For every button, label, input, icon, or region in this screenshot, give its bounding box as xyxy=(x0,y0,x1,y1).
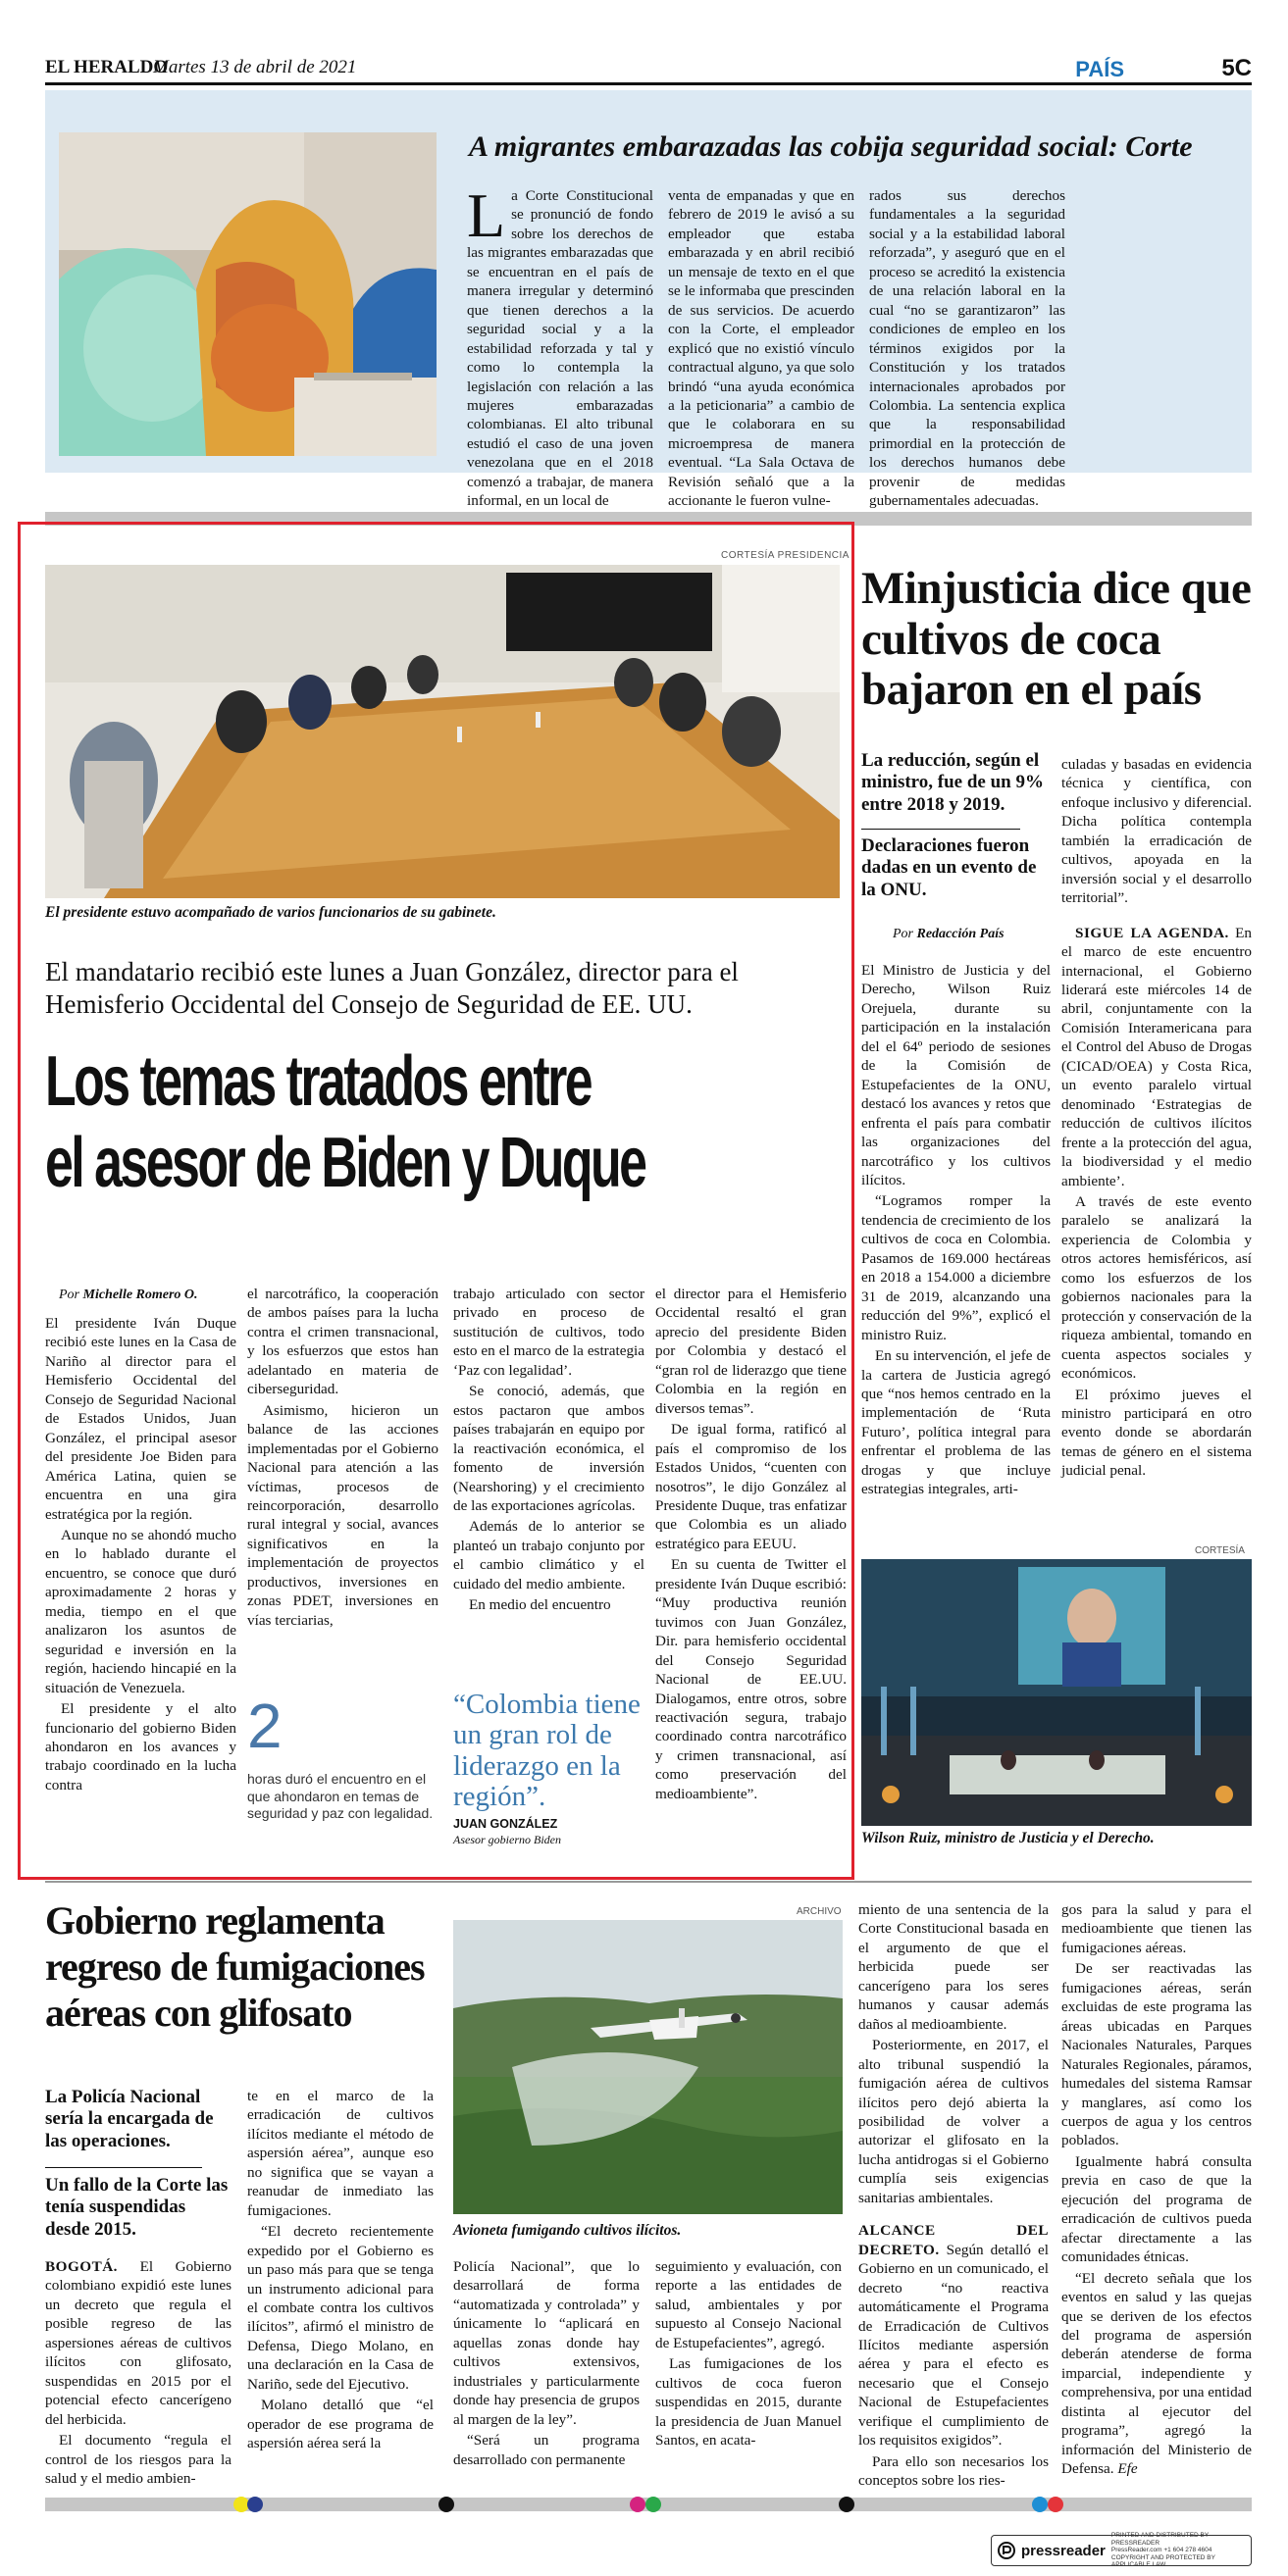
lead-in: SIGUE LA AGENDA. xyxy=(1075,924,1229,941)
fact-number: 2 xyxy=(247,1691,283,1761)
registration-dot xyxy=(645,2497,661,2512)
registration-dot xyxy=(1032,2497,1048,2512)
bottom-article-col-3: Policía Nacional”, que lo desarrollará de forma “automatizada y controlada” y únicamente lo “aplicará en aquellas zonas donde hay cultivos extensivos, industriales y particularmente donde hay presencia de grupos al margen de la ley”. “Será un programa desarrollado con permanente xyxy=(453,2258,640,2468)
top-article-headline: A migrantes embarazadas las cobija seguridad social: Corte xyxy=(469,130,1193,163)
minister-event-photo xyxy=(861,1559,1252,1826)
side-article-headline: Minjusticia dice que cultivos de coca bajaron en el país xyxy=(861,563,1252,716)
bottom-summary-2: Un fallo de la Corte las tenía suspendidas desde 2015. xyxy=(45,2175,229,2240)
top-article-col-3: rados sus derechos fundamentales a la seguridad social y a la estabilidad laboral reforzada”, y aseguró que en el proceso se acreditó la existencia de una relación laboral en la cual “no se garantizaron” las condiciones de empleo en los términos exigidos por la Constitución y los tratados internacionales aprobados por Colombia. La sentencia explica que la responsabilidad primordial en la protección de los derechos humanos debe provenir de medidas gubernamentales adecuadas. xyxy=(869,187,1065,510)
bottom-article-col-1: BOGOTÁ. El Gobierno colombiano expidió este lunes un decreto que regula el posible regreso de las aspersiones aéreas de cultivos ilícitos con glifosato, suspendidas en 2015 por el potencial efecto cancerígeno del herbicida. El documento “regula el control de los riesgos para la salud y el medio ambien- xyxy=(45,2258,232,2487)
dateline: BOGOTÁ. xyxy=(45,2258,118,2275)
top-article-col-1: La Corte Constitucional se pronunció de fondo sobre los derechos de las migrantes embarazadas que se encuentran en el país de manera irregular y determinó que tienen derechos a la seguridad social y a la estabilidad reforzada y tal y como lo contempla la legislación con relación a las mujeres embarazadas colombianas. El alto tribunal estudió el caso de una joven venezolana que en el 2018 comenzó a trabajar, de manera informal, en un local de xyxy=(467,180,653,510)
side-article-byline: Por Redacción País xyxy=(893,927,1005,941)
paper-name: EL HERALDO xyxy=(45,57,169,77)
main-article-headline xyxy=(45,1041,844,1204)
bottom-article-col-2: te en el marco de la erradicación de cultivos ilícitos mediante el método de aspersión aérea”, aunque eso no significa que se vayan a reanudar de inmediato las fumigaciones. “El decreto recientemente expedido por el Gobierno es un paso más para que se tenga un instrumento adicional para el combate contra los cultivos ilícitos”, afirmó el ministro de Defensa, Diego Molano, en una declaración en la Casa de Nariño, sede del Ejecutivo. Molano detalló que “el operador de ese programa de aspersión aérea será la xyxy=(247,2088,434,2452)
pressreader-copyright: PRINTED AND DISTRIBUTED BY PRESSREADER PressReader.com +1 604 278 4604 COPYRIGHT AND PROTECTED BY APPLICABLE LAW xyxy=(1110,2532,1215,2569)
section-name: PAÍS xyxy=(1075,57,1124,81)
main-article-col-4: el director para el Hemisferio Occidental resaltó el gran aprecio del presidente Biden por Colombia y destacó el “gran rol de liderazgo que tiene Colombia en la región en diversos temas”. De igual forma, ratificó al país el compromiso de los Estados Unidos, “cuenten con nosotros”, le dijo González al Presidente Duque, tras enfatizar que Colombia es un aliado estratégico para EEUU. En su cuenta de Twitter el presidente Iván Duque escribió: “Muy productiva reunión tuvimos con Juan González, Dir. para hemisferio occidental del Consejo Seguridad Nacional de EE.UU. Dialogamos, entre otros, sobre reactivación segura, trabajo coordinado contra narcotráfico y crimen transnacional, así como preservación del medioambiente”. xyxy=(655,1286,847,1802)
top-article-col-2: venta de empanadas y que en febrero de 2019 le avisó a su empleador que estaba embarazada y en abril recibió un mensaje de texto en el que se le informaba que prescinden de sus servicios. De acuerdo con la Corte, el empleador explicó que no existió vínculo contractual alguno, ya que solo brindó “una ayuda económica a la peticionaria” a cambio de que le colaborara en su microempresa de manera eventual. “La Sala Octava de Revisión señaló que a la accionante le fueron vulne- xyxy=(668,187,854,510)
main-photo-caption: El presidente estuvo acompañado de varios funcionarios de su gabinete. xyxy=(45,904,496,921)
main-article-col-2: el narcotráfico, la cooperación de ambos países para la lucha contra el crimen transnacional, y los esfuerzos que estos han adelantado en materia de ciberseguridad. Asimismo, hicieron un balance de las acciones implementadas por el Gobierno Nacional para atención a las víctimas, procesos de reincorporación, desarrollo rural integral y social, avances significativos en la implementación de proyectos productivos, inversiones en zonas PDET, inversiones en vías terciarias, xyxy=(247,1286,438,1629)
bottom-summary-rule xyxy=(45,2167,202,2168)
main-article-col-3: trabajo articulado con sector privado en proceso de sustitución de cultivos, todo esto en el marco de la estrategia ‘Paz con legalidad’. Se conoció, además, que estos pactaron que ambos países trabajarán en equipo por la reactivación económica, el fomento de inversión (Nearshoring) y el crecimiento de las exportaciones agrícolas. Además de lo anterior se planteó un trabajo conjunto por el cambio climático y el cuidado del medio ambiente. En medio del encuentro xyxy=(453,1286,644,1614)
pressreader-logo xyxy=(991,2532,1252,2569)
bottom-photo-caption: Avioneta fumigando cultivos ilícitos. xyxy=(453,2222,682,2239)
pull-quote-role: Asesor gobierno Biden xyxy=(453,1833,561,1846)
registration-dot xyxy=(247,2497,263,2512)
masthead xyxy=(45,18,1252,81)
registration-dot xyxy=(438,2497,454,2512)
bottom-section-rule xyxy=(45,1881,1252,1883)
main-headline-line-1: Los temas tratados entre xyxy=(45,1042,592,1121)
main-headline-line-2: el asesor de Biden y Duque xyxy=(45,1123,645,1202)
fact-text: horas duró el encuentro en el que ahondaron en temas de seguridad y paz con legalidad. xyxy=(247,1771,434,1821)
bottom-article-headline: Gobierno reglamenta regreso de fumigaciones aéreas con glifosato xyxy=(45,1898,425,2036)
side-article-col-b: El Ministro de Justicia y del Derecho, Wilson Ruiz Orejuela, durante su participación en la instalación del el 64º periodo de sesiones de la Comisión de Estupefacientes de la ONU, destacó los avances y retos que enfrenta el país para combatir las organizaciones del narcotráfico y los cultivos ilícitos. “Logramos romper la tendencia de crecimiento de los cultivos de coca en Colombia. Pasamos de 169.000 hectáreas en 2018 a 154.000 a diciembre 31 de 2019, alcanzando una reducción del 9%”, explicó el ministro Ruiz. En su intervención, el jefe de la cartera de Justicia agregó que “nos hemos centrado en la implementación de ‘Ruta Futuro’, política integral para enfrentar el problema de las drogas y que incluye estrategias integrales, arti- xyxy=(861,962,1051,1498)
main-article-deck: El mandatario recibió este lunes a Juan González, director para el Hemisferio Occidental del Consejo de Seguridad de EE. UU. xyxy=(45,957,739,1019)
crop-duster-photo xyxy=(453,1920,843,2214)
registration-dot xyxy=(630,2497,645,2512)
registration-dot xyxy=(1048,2497,1063,2512)
page-number: 5C xyxy=(1221,55,1252,81)
pregnant-women-photo xyxy=(59,132,437,456)
pull-quote: “Colombia tiene un gran rol de liderazgo en la región”. xyxy=(453,1689,641,1812)
main-photo-credit: CORTESÍA PRESIDENCIA xyxy=(721,550,850,561)
side-photo-caption: Wilson Ruiz, ministro de Justicia y el Derecho. xyxy=(861,1830,1155,1846)
lead-in: ALCANCE DEL DECRETO. xyxy=(858,2222,1049,2258)
pressreader-name: pressreader xyxy=(1021,2542,1106,2559)
masthead-rule xyxy=(45,82,1252,85)
drop-cap: L xyxy=(467,180,506,250)
main-article-col-1: El presidente Iván Duque recibió este lunes en la Casa de Nariño al director para el Hemisferio Occidental del Consejo de Seguridad Nacional de Estados Unidos, Juan González, el principal asesor del presidente Joe Biden para América Latina, quien se encuentra en una gira estratégica por la región. Aunque no se ahondó mucho en lo hablado durante el encuentro, se conoce que duró aproximadamente 2 horas y media, tiempo en el que analizaron los asuntos de seguridad e inversión en la región, haciendo hincapié en la situación de Venezuela. El presidente y el alto funcionario del gobierno Biden ahondaron en los avances y trabajo coordinado en la lucha contra xyxy=(45,1315,236,1793)
bottom-article-col-5: miento de una sentencia de la Corte Constitucional basada en el argumento de que el herbicida puede ser cancerígeno para los seres humanos y causar además daños al medioambiente. Posteriormente, en 2017, el alto tribunal suspendió la fumigación aérea de cultivos ilícitos pero dejó abierta la posibilidad de volver a autorizar el glifosato en la lucha antidrogas si el Gobierno cumplía seis exigencias sanitarias ambientales. ALCANCE DEL DECRETO. Según detalló el Gobierno en un comunicado, el decreto “no reactiva automáticamente el Programa de Erradicación de Cultivos Ilícitos mediante aspersión aérea y para el efecto es necesario que el Consejo Nacional de Estupefacientes verifique el cumplimiento de los requisitos exigidos”. Para ello son necesarios los conceptos sobre los ries- xyxy=(858,1901,1049,2490)
bottom-photo-credit: ARCHIVO xyxy=(797,1906,842,1917)
side-summary-rule xyxy=(861,829,1020,830)
main-article-byline: Por Michelle Romero O. xyxy=(59,1288,198,1302)
bottom-summary-1: La Policía Nacional sería la encargada de las operaciones. xyxy=(45,2087,214,2151)
side-article-col-a: culadas y basadas en evidencia técnica y científica, con enfoque inclusivo y diferencial. Dicha política contempla también la erradicación de cultivos, apoyada en la inversión social y el desarrollo territorial”. SIGUE LA AGENDA. En el marco de este encuentro internacional, el Gobierno liderará este miércoles 14 de abril, conjuntamente con la Comisión Interamericana para el Control del Abuso de Drogas (CICAD/OEA) y Costa Rica, un evento paralelo virtual denominado ‘Estrategias de reducción de cultivos ilícitos frente a la protección del agua, la biodiversidad y el medio ambiente’. A través de este evento paralelo se analizará la experiencia de Colombia y otros actores hemisféricos, así como los esfuerzos de los gobiernos nacionales para la protección y conservación de la riqueza ambiental, tomando en cuenta aspectos sociales y económicos. El próximo jueves el ministro participará en otro evento donde se abordarán temas de género en el sistema judicial penal. xyxy=(1061,756,1252,1480)
bottom-article-col-4: seguimiento y evaluación, con reporte a las entidades de salud, ambientales y por supuesto al Consejo Nacional de Estupefacientes”, agregó. Las fumigaciones de los cultivos de coca fueron suspendidas en 2015, durante la presidencia de Juan Manuel Santos, en acata- xyxy=(655,2258,842,2450)
pull-quote-name: JUAN GONZÁLEZ xyxy=(453,1817,558,1831)
meeting-photo xyxy=(45,565,840,898)
side-photo-credit: CORTESÍA xyxy=(1195,1545,1245,1556)
issue-date: Martes 13 de abril de 2021 xyxy=(153,57,357,77)
registration-dot xyxy=(839,2497,854,2512)
side-summary-2: Declaraciones fueron dadas en un evento de la ONU. xyxy=(861,835,1037,900)
agency-tag: Efe xyxy=(1117,2460,1138,2478)
bottom-article-col-6: gos para la salud y para el medioambiente que tienen las fumigaciones aéreas. De ser reactivadas las fumigaciones aéreas, serán excluidas de este programa las áreas ubicadas en Parques Nacionales Naturales, Parques Naturales Regionales, páramos, humedales del sistema Ramsar y manglares, así como los cuerpos de agua y los centros poblados. Igualmente habrá consulta previa en caso de que la ejecución del programa de erradicación de cultivos pueda afectar directamente a las comunidades étnicas. “El decreto señala que los eventos en salud y las quejas que se deriven de los efectos del programa de aspersión deberán atenderse de forma imparcial, independiente y comprehensiva, por una entidad distinta al ejecutor del programa”, agregó la información del Ministerio de Defensa. Efe xyxy=(1061,1901,1252,2478)
pressreader-icon xyxy=(998,2542,1015,2559)
side-summary-1: La reducción, según el ministro, fue de un 9% entre 2018 y 2019. xyxy=(861,750,1044,815)
